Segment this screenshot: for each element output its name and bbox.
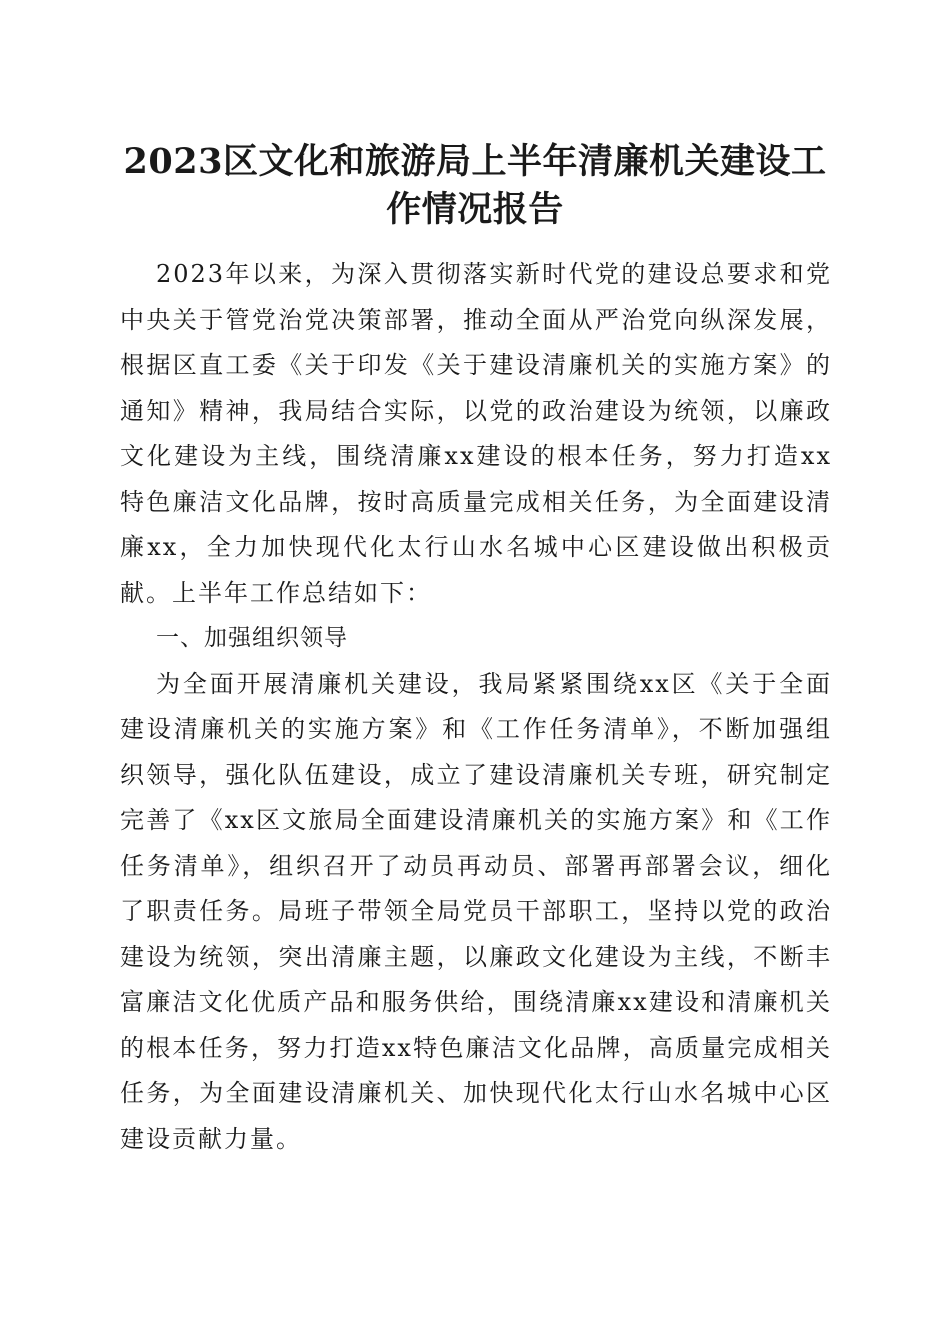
document-title	[100, 138, 850, 234]
document-body	[120, 252, 832, 1162]
section-1-paragraph: 为全面开展清廉机关建设，我局紧紧围绕xx区《关于全面建设清廉机关的实施方案》和《工作任务清单》，不断加强组织领导，强化队伍建设，成立了建设清廉机关专班，研究制定完善了《xx区文旅局全面建设清廉机关的实施方案》和《工作任务清单》，组织召开了动员再动员、部署再部署会议，细化了职责任务。局班子带领全局党员干部职工，坚持以党的政治建设为统领，突出清廉主题，以廉政文化建设为主线，不断丰富廉洁文化优质产品和服务供给，围绕清廉xx建设和清廉机关的根本任务，努力打造xx特色廉洁文化品牌，高质量完成相关任务，为全面建设清廉机关、加快现代化太行山水名城中心区建设贡献力量。	[120, 669, 832, 1153]
section-1-heading: 一、加强组织领导	[156, 625, 348, 651]
intro-paragraph: 2023年以来，为深入贯彻落实新时代党的建设总要求和党中央关于管党治党决策部署，推动全面从严治党向纵深发展，根据区直工委《关于印发《关于建设清廉机关的实施方案》的通知》精神，我局结合实际，以党的政治建设为统领，以廉政文化建设为主线，围绕清廉xx建设的根本任务，努力打造xx特色廉洁文化品牌，按时高质量完成相关任务，为全面建设清廉xx，全力加快现代化太行山水名城中心区建设做出积极贡献。上半年工作总结如下：	[120, 260, 832, 607]
title-line-1: 2023区文化和旅游局上半年清廉机关建设工	[123, 141, 827, 182]
title-line-2: 作情况报告	[386, 189, 564, 230]
